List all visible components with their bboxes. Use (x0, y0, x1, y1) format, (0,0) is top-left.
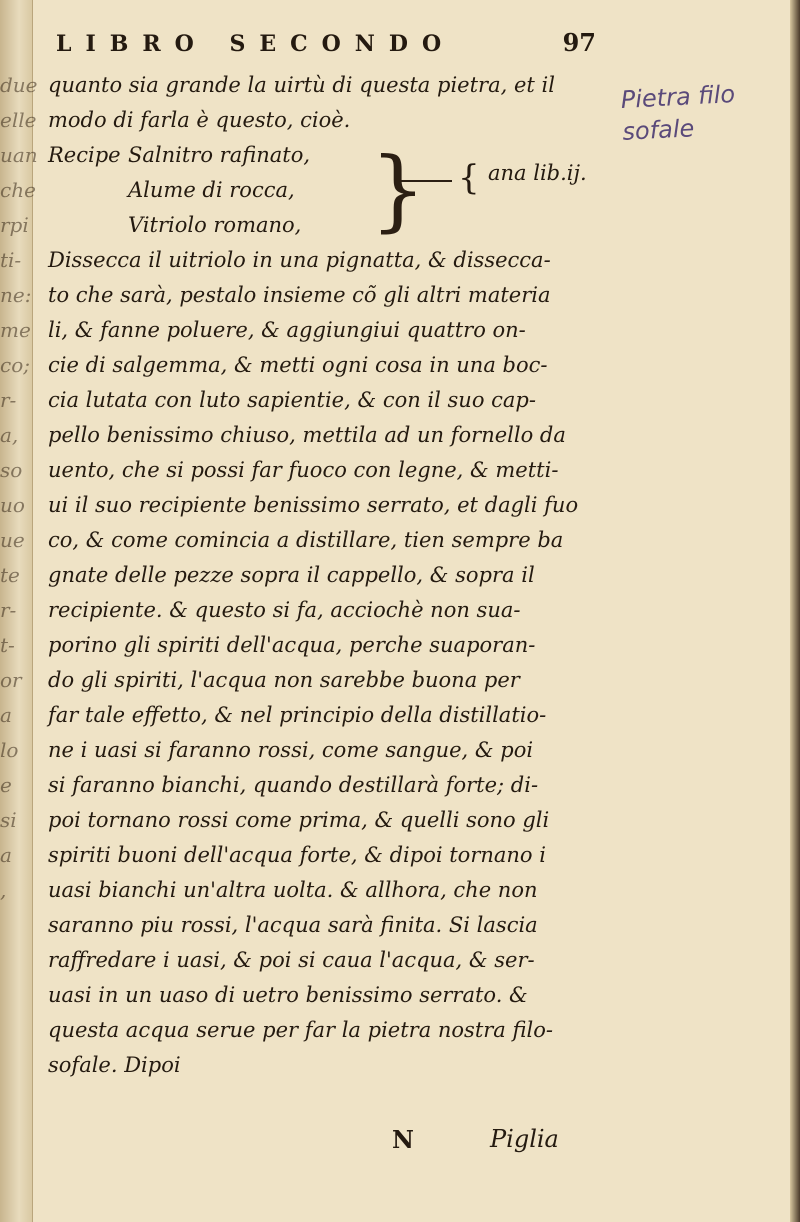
text-line: co, & come comincia a distillare, tien sempre ba (48, 528, 564, 552)
ingredient-2: Alume di rocca, (128, 178, 295, 202)
grouping-brace: } (370, 138, 426, 241)
text-line: Dissecca il uitriolo in una pignatta, & dissecca- (48, 248, 551, 272)
margin-note-line: sofale (621, 114, 695, 146)
right-edge-shadow (790, 0, 800, 1222)
catchword: Piglia (490, 1125, 559, 1153)
ingredient-1: Salnitro rafinato, (128, 143, 311, 167)
text-line: cie di salgemma, & metti ogni cosa in una boc- (48, 353, 548, 377)
text-line: pello benissimo chiuso, mettila ad un fornello da (48, 423, 566, 447)
text-line: uasi bianchi un'altra uolta. & allhora, che non (48, 878, 538, 902)
text-line: raffredare i uasi, & poi si caua l'acqua, & ser- (48, 948, 535, 972)
page-number: 97 (562, 28, 596, 57)
text-line: poi tornano rossi come prima, & quelli sono gli (48, 808, 550, 832)
text-line: uasi in un uaso di uetro benissimo serrato. & (48, 983, 528, 1007)
text-line: ui il suo recipiente benissimo serrato, et dagli fuo (48, 493, 579, 517)
connector-dash (400, 180, 452, 182)
ingredient-3: Vitriolo romano, (128, 213, 302, 237)
text-line: saranno piu rossi, l'acqua sarà finita. Si lascia (48, 913, 538, 937)
text-line: quanto sia grande la uirtù di questa pietra, et il (48, 73, 555, 97)
text-line: porino gli spiriti dell'acqua, perche suaporan- (48, 633, 536, 657)
text-line: modo di farla è questo, cioè. (48, 108, 351, 132)
recipe-quantity: ana lib.ij. (488, 161, 587, 185)
page-footer (380, 1125, 580, 1165)
running-title: LIBRO SECONDO (56, 31, 456, 57)
text-line: cia lutata con luto sapientie, & con il suo cap- (48, 388, 536, 412)
text-line: far tale effetto, & nel principio della distillatio- (48, 703, 547, 727)
quantity-brace: { (458, 158, 480, 198)
text-line: do gli spiriti, l'acqua non sarebbe buona per (48, 668, 520, 692)
page-header (56, 28, 596, 62)
text-line: spiriti buoni dell'acqua forte, & dipoi tornano i (48, 843, 546, 867)
text-line: questa acqua serue per far la pietra nostra filo- (48, 1018, 553, 1042)
text-line: sofale. Dipoi (48, 1053, 181, 1077)
text-line: li, & fanne poluere, & aggiungiui quattro on- (48, 318, 526, 342)
text-line: ne i uasi si faranno rossi, come sangue, & poi (48, 738, 534, 762)
text-line: gnate delle pezze sopra il cappello, & sopra il (48, 563, 535, 587)
recipe-block (48, 138, 618, 243)
signature-mark: N (392, 1125, 414, 1154)
body-text (48, 68, 618, 1083)
text-line: to che sarà, pestalo insieme cõ gli altri materia (48, 283, 551, 307)
text-line: uento, che si possi far fuoco con legne, & metti- (48, 458, 559, 482)
handwritten-margin-note (620, 75, 793, 148)
text-line: si faranno bianchi, quando destillarà forte; di- (48, 773, 539, 797)
margin-note-line: Pietra filo (620, 80, 736, 114)
facing-page-fragment: due elle uan che rpi ti- ne: me co; r- a, so uo ue te r- t- or a lo e si a , (0, 73, 38, 902)
recipe-word: Recipe (48, 143, 121, 167)
text-line: recipiente. & questo si fa, acciochè non sua- (48, 598, 521, 622)
